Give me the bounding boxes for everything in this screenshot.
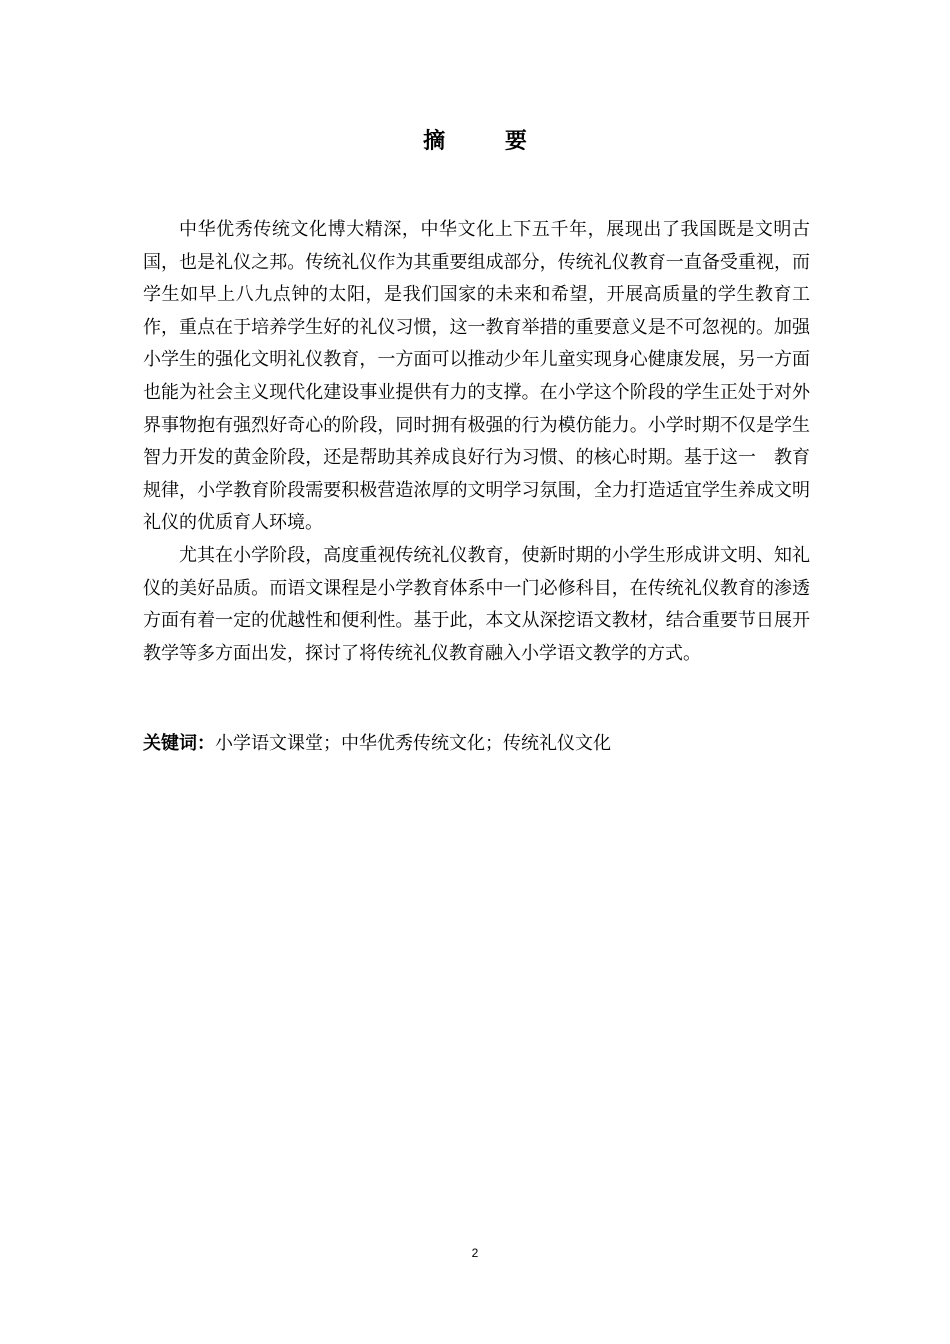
keywords-line (143, 728, 810, 760)
abstract-body (143, 214, 810, 670)
abstract-paragraph-1: 中华优秀传统文化博大精深，中华文化上下五千年，展现出了我国既是文明古国，也是礼仪之邦。传统礼仪作为其重要组成部分，传统礼仪教育一直备受重视，而学生如早上八九点钟的太阳，是我们国家的未来和希望，开展高质量的学生教育工作，重点在于培养学生好的礼仪习惯，这一教育举措的重要意义是不可忽视的。加强小学生的强化文明礼仪教育，一方面可以推动少年儿童实现身心健康发展，另一方面也能为社会主义现代化建设事业提供有力的支撑。在小学这个阶段的学生正处于对外界事物抱有强烈好奇心的阶段，同时拥有极强的行为模仿能力。小学时期不仅是学生智力开发的黄金阶段，还是帮助其养成良好行为习惯、的核心时期。基于这一 教育规律，小学教育阶段需要积极营造浓厚的文明学习氛围，全力打造适宜学生养成文明礼仪的优质育人环境。 (143, 219, 810, 534)
abstract-paragraph-2: 尤其在小学阶段，高度重视传统礼仪教育，使新时期的小学生形成讲文明、知礼仪的美好品质。而语文课程是小学教育体系中一门必修科目，在传统礼仪教育的渗透方面有着一定的优越性和便利性。基于此，本文从深挖语文教材，结合重要节日展开教学等多方面出发，探讨了将传统礼仪教育融入小学语文教学的方式。 (143, 544, 810, 664)
keywords-label: 关键词： (143, 733, 215, 754)
abstract-title: 摘 要 (423, 129, 553, 154)
page-number: 2 (471, 1246, 479, 1260)
keywords-text: 小学语文课堂；中华优秀传统文化；传统礼仪文化 (215, 733, 611, 754)
